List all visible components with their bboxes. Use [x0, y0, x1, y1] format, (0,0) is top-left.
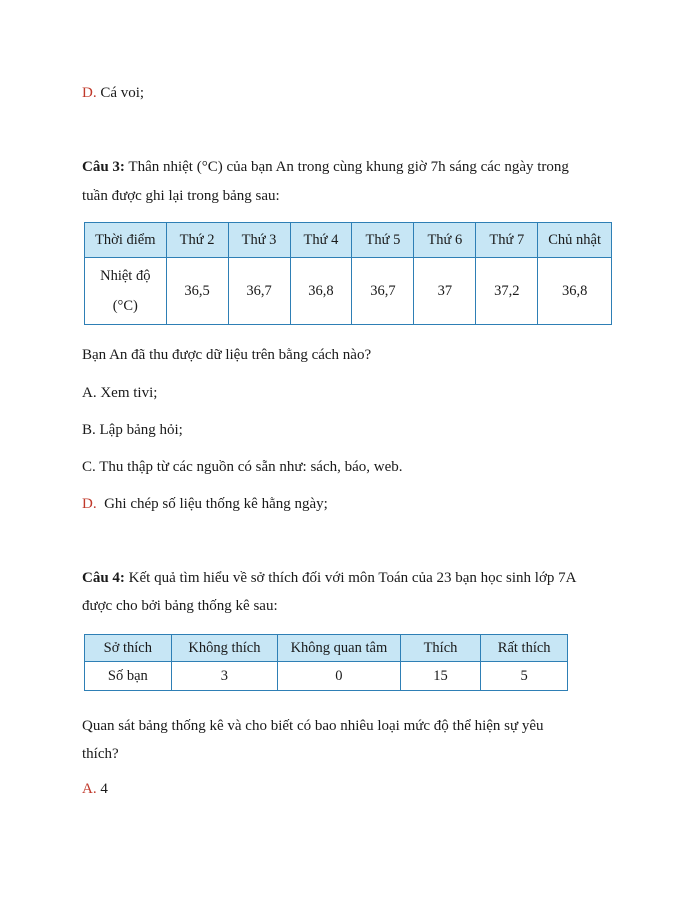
- q3-option-b: B. Lập bảng hỏi;: [82, 422, 183, 438]
- row-label-cell: [85, 258, 167, 325]
- table-header-row: [85, 635, 568, 662]
- q3-option-d: [82, 494, 328, 514]
- row-label-line2: (°C): [112, 298, 138, 314]
- q4-answer: [82, 779, 108, 799]
- table-cell: 3: [171, 662, 278, 691]
- table-cell: 15: [400, 662, 481, 691]
- header-cell: Thứ 2: [166, 223, 228, 258]
- header-cell: Thứ 5: [352, 223, 414, 258]
- answer-text: Ghi chép số liệu thống kê hằng ngày;: [96, 496, 328, 512]
- q4-prompt-line2: được cho bởi bảng thống kê sau:: [82, 598, 278, 614]
- answer-letter: D.: [82, 85, 97, 101]
- table-cell: 37: [414, 258, 476, 325]
- preference-table: [84, 634, 568, 691]
- q4-question-line2: thích?: [82, 746, 119, 762]
- table-cell: 37,2: [476, 258, 538, 325]
- q4-text: Kết quả tìm hiểu về sở thích đối với môn Toán của 23 bạn học sinh lớp 7A: [124, 570, 577, 586]
- q3-prompt-line1: [82, 157, 569, 177]
- q3-label: Câu 3:: [82, 159, 125, 175]
- q4-label: Câu 4:: [82, 570, 125, 586]
- row-label-line1: Nhiệt độ: [100, 268, 151, 284]
- answer-text: Cá voi;: [96, 85, 145, 101]
- header-cell: Thích: [400, 635, 481, 662]
- header-cell: Không quan tâm: [278, 635, 400, 662]
- table-cell: 36,8: [538, 258, 612, 325]
- q2-answer-d: [82, 83, 144, 103]
- table-cell: 36,7: [352, 258, 414, 325]
- table-cell: 36,7: [228, 258, 290, 325]
- header-cell: Thứ 3: [228, 223, 290, 258]
- q3-prompt-line2: tuần được ghi lại trong bảng sau:: [82, 188, 280, 204]
- table-cell: 5: [481, 662, 568, 691]
- q3-question: Bạn An đã thu được dữ liệu trên bằng cách nào?: [82, 347, 372, 363]
- header-cell: Rất thích: [481, 635, 568, 662]
- header-cell: Sở thích: [85, 635, 172, 662]
- header-cell: Thứ 4: [290, 223, 352, 258]
- table-cell: 0: [278, 662, 400, 691]
- q4-prompt-line1: [82, 568, 577, 588]
- q4-question-line1: Quan sát bảng thống kê và cho biết có bao nhiêu loại mức độ thể hiện sự yêu: [82, 718, 544, 734]
- answer-text: 4: [96, 781, 108, 797]
- q3-option-c: C. Thu thập từ các nguồn có sẵn như: sách, báo, web.: [82, 459, 403, 475]
- answer-letter: D.: [82, 496, 97, 512]
- header-cell: Không thích: [171, 635, 278, 662]
- row-label-cell: Số bạn: [85, 662, 172, 691]
- header-cell: Chủ nhật: [538, 223, 612, 258]
- q3-option-a: A. Xem tivi;: [82, 385, 158, 401]
- header-cell: Thứ 7: [476, 223, 538, 258]
- temperature-table: [84, 222, 612, 325]
- header-cell: Thứ 6: [414, 223, 476, 258]
- answer-letter: A.: [82, 781, 97, 797]
- table-row: [85, 662, 568, 691]
- q3-text: Thân nhiệt (°C) của bạn An trong cùng khung giờ 7h sáng các ngày trong: [124, 159, 569, 175]
- table-row: [85, 258, 612, 325]
- table-cell: 36,8: [290, 258, 352, 325]
- table-cell: 36,5: [166, 258, 228, 325]
- table-header-row: [85, 223, 612, 258]
- header-cell: Thời điểm: [85, 223, 167, 258]
